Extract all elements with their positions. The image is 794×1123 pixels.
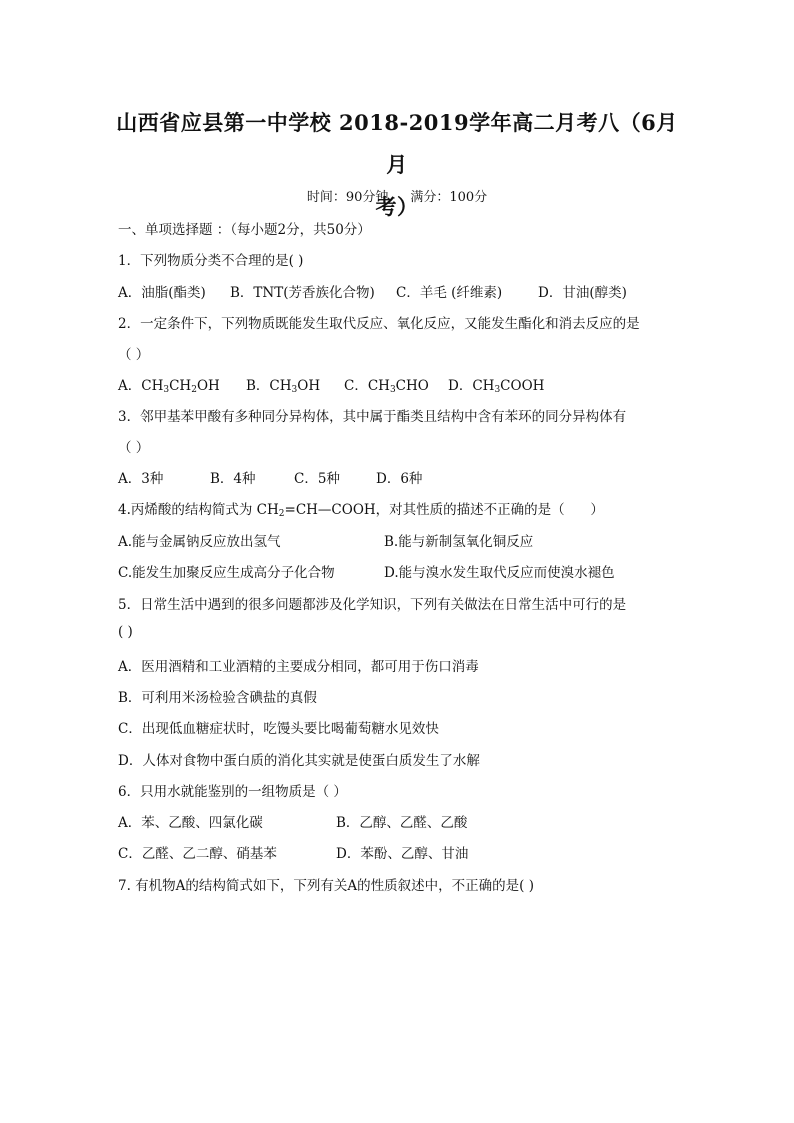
q5-paren: ( ) — [118, 624, 133, 640]
q5-option-a: A．医用酒精和工业酒精的主要成分相同，都可用于伤口消毒 — [118, 659, 479, 675]
q1-option-a: A．油脂(酯类) — [118, 285, 206, 301]
q1-stem: 1．下列物质分类不合理的是( ) — [118, 253, 304, 269]
q2-option-b: B．$CH_3OH$ — [246, 378, 321, 395]
q4-options-row-1 — [118, 530, 688, 550]
q2-option-d: D．$CH_3COOH$ — [448, 378, 545, 395]
q6-options-row-1 — [118, 811, 688, 831]
q5-option-d: D．人体对食物中蛋白质的消化其实就是使蛋白质发生了水解 — [118, 753, 480, 769]
q4-option-c: C.能发生加聚反应生成高分子化合物 — [118, 565, 335, 581]
q5-option-c: C．出现低血糖症状时，吃馒头要比喝葡萄糖水见效快 — [118, 721, 439, 737]
exam-title — [110, 102, 684, 228]
q6-option-c: C．乙醛、乙二醇、硝基苯 — [118, 846, 277, 862]
q2-stem: 2．一定条件下，下列物质既能发生取代反应、氧化反应，又能发生酯化和消去反应的是 — [118, 316, 640, 332]
q4-options-row-2 — [118, 561, 688, 581]
q5-stem: 5．日常生活中遇到的很多问题都涉及化学知识，下列有关做法在日常生活中可行的是 — [118, 597, 627, 613]
q5-option-b: B．可利用米汤检验含碘盐的真假 — [118, 690, 317, 706]
q4-stem: 4.丙烯酸的结构简式为 $CH_2=CH—COOH$，对其性质的描述不正确的是（ ） — [118, 502, 604, 519]
title-line-1: 山西省应县第一中学校 2018-2019学年高二月考八（6月月 — [116, 110, 678, 177]
section-heading: 一、单项选择题 ：（每小题2分，共50分） — [118, 222, 371, 238]
exam-meta — [0, 186, 794, 205]
q2-option-c: C．$CH_3CHO$ — [344, 378, 429, 395]
q1-option-b: B．TNT(芳香族化合物) — [230, 285, 375, 301]
q2-paren: （ ） — [118, 347, 150, 363]
q3-option-c: C．5种 — [294, 471, 340, 487]
q6-options-row-2 — [118, 842, 688, 862]
q3-stem: 3．邻甲基苯甲酸有多种同分异构体，其中属于酯类且结构中含有苯环的同分异构体有 — [118, 409, 627, 425]
q3-option-b: B．4种 — [210, 471, 256, 487]
q7-stem: 7. 有机物A的结构简式如下，下列有关A的性质叙述中，不正确的是( ) — [118, 878, 534, 894]
time-limit: 时间：90分钟 — [306, 190, 389, 205]
q3-paren: （ ） — [118, 440, 150, 456]
q6-option-b: B．乙醇、乙醛、乙酸 — [336, 815, 468, 831]
q4-option-b: B.能与新制氢氧化铜反应 — [384, 534, 534, 550]
q3-options — [118, 467, 688, 487]
q2-option-a: A．$CH_3CH_2OH$ — [118, 378, 220, 395]
q6-option-d: D．苯酚、乙醇、甘油 — [336, 846, 469, 862]
q2-options — [118, 374, 688, 394]
q3-option-d: D．6种 — [376, 471, 423, 487]
q4-option-a: A.能与金属钠反应放出氢气 — [118, 534, 281, 550]
q1-options — [118, 281, 688, 301]
q6-stem: 6．只用水就能鉴别的一组物质是（ ） — [118, 784, 347, 800]
title-line-2: 考） — [375, 194, 419, 219]
q3-option-a: A．3种 — [118, 471, 164, 487]
full-score: 满分：100分 — [410, 190, 488, 205]
q1-option-c: C．羊毛 (纤维素) — [396, 285, 503, 301]
q6-option-a: A．苯、乙酸、四氯化碳 — [118, 815, 263, 831]
q1-option-d: D．甘油(醇类) — [538, 285, 627, 301]
q4-option-d: D.能与溴水发生取代反应而使溴水褪色 — [384, 565, 615, 581]
